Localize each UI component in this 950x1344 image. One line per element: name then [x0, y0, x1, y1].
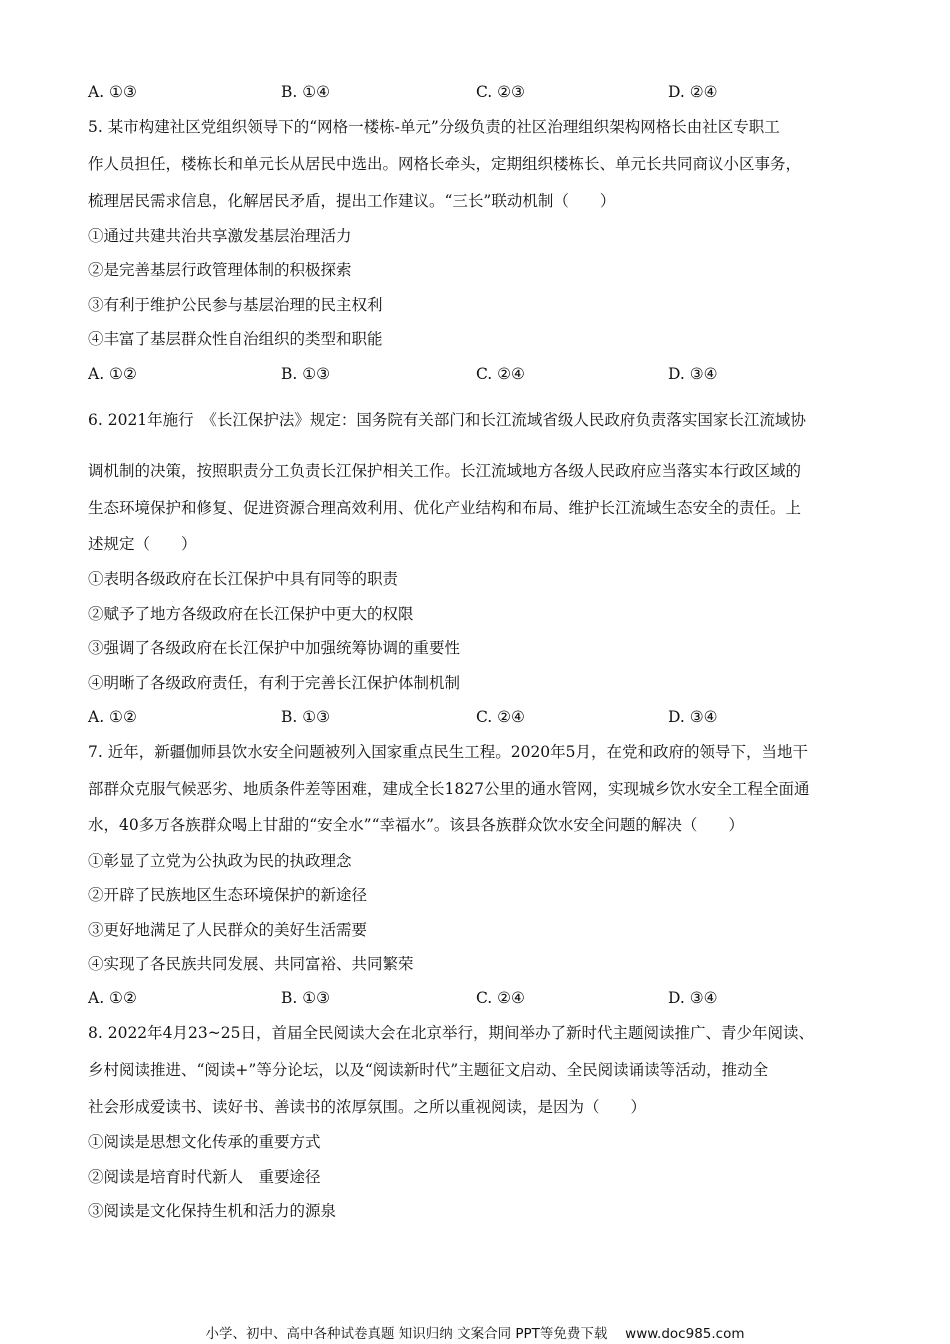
- q5-stem-line-2: 作人员担任，楼栋长和单元长从居民中选出。网格长牵头，定期组织楼栋长、单元长共同商议小区事务，: [88, 155, 802, 173]
- q8-item-2: ②阅读是培育时代新人 重要途径: [88, 1168, 321, 1186]
- q6-stem-line-4: 述规定（ ）: [88, 535, 197, 553]
- q5-item-4: ④丰富了基层群众性自治组织的类型和职能: [88, 330, 383, 348]
- q5-option-c: C. ②④: [476, 365, 525, 383]
- q5-option-a: A. ①②: [88, 365, 137, 383]
- q4-options: [88, 82, 888, 102]
- q5-item-1: ①通过共建共治共享激发基层治理活力: [88, 227, 352, 245]
- q5-item-2: ②是完善基层行政管理体制的积极探索: [88, 261, 352, 279]
- q5-option-b: B. ①③: [281, 365, 331, 383]
- q5-stem-line-3: 梳理居民需求信息，化解居民矛盾，提出工作建议。“三长”联动机制（ ）: [88, 192, 616, 210]
- q6-option-a: A. ①②: [88, 708, 137, 726]
- q4-option-b: B. ①④: [281, 83, 331, 101]
- q6-stem-line-2: 调机制的决策，按照职责分工负责长江保护相关工作。长江流域地方各级人民政府应当落实本行政区域的: [88, 462, 802, 480]
- q6-item-3: ③强调了各级政府在长江保护中加强统筹协调的重要性: [88, 639, 461, 657]
- q6-options: [88, 707, 888, 727]
- q6-item-4: ④明晰了各级政府责任，有利于完善长江保护体制机制: [88, 674, 461, 692]
- q7-stem-line-2: 部群众克服气候恶劣、地质条件差等困难，建成全长1827公里的通水管网，实现城乡饮水安全工程全面通: [88, 780, 810, 798]
- q6-stem-line-3: 生态环境保护和修复、促进资源合理高效利用、优化产业结构和布局、维护长江流域生态安全的责任。上: [88, 499, 802, 517]
- q5-option-d: D. ③④: [668, 365, 718, 383]
- q5-item-3: ③有利于维护公民参与基层治理的民主权利: [88, 296, 383, 314]
- q7-stem-line-3: 水，40多万各族群众喝上甘甜的“安全水”“幸福水”。该县各族群众饮水安全问题的解决（ ）: [88, 816, 744, 834]
- q6-stem-line-1: 6. 2021年施行 《长江保护法》规定：国务院有关部门和长江流域省级人民政府负责落实国家长江流域协: [88, 411, 806, 429]
- q7-item-4: ④实现了各民族共同发展、共同富裕、共同繁荣: [88, 955, 414, 973]
- q8-item-1: ①阅读是思想文化传承的重要方式: [88, 1133, 321, 1151]
- q7-item-3: ③更好地满足了人民群众的美好生活需要: [88, 921, 368, 939]
- q7-options: [88, 988, 888, 1008]
- q4-option-c: C. ②③: [476, 83, 525, 101]
- q6-option-b: B. ①③: [281, 708, 331, 726]
- q7-item-2: ②开辟了民族地区生态环境保护的新途径: [88, 886, 368, 904]
- q4-option-a: A. ①③: [88, 83, 137, 101]
- q8-stem-line-1: 8. 2022年4月23~25日，首届全民阅读大会在北京举行，期间举办了新时代主题阅读推广、青少年阅读、: [88, 1024, 814, 1042]
- q5-stem-line-1: 5. 某市构建社区党组织领导下的“网格一楼栋-单元”分级负责的社区治理组织架构网格长由社区专职工: [88, 118, 780, 136]
- q6-option-d: D. ③④: [668, 708, 718, 726]
- q6-option-c: C. ②④: [476, 708, 525, 726]
- q7-stem-line-1: 7. 近年，新疆伽师县饮水安全问题被列入国家重点民生工程。2020年5月，在党和政府的领导下，当地干: [88, 743, 809, 761]
- q7-option-a: A. ①②: [88, 989, 137, 1007]
- q6-item-2: ②赋予了地方各级政府在长江保护中更大的权限: [88, 605, 414, 623]
- q7-item-1: ①彰显了立党为公执政为民的执政理念: [88, 852, 352, 870]
- q8-stem-line-2: 乡村阅读推进、“阅读+”等分论坛，以及“阅读新时代”主题征文启动、全民阅读诵读等活动，推动全: [88, 1061, 769, 1079]
- q8-stem-line-3: 社会形成爱读书、读好书、善读书的浓厚氛围。之所以重视阅读，是因为（ ）: [88, 1098, 647, 1116]
- q7-option-c: C. ②④: [476, 989, 525, 1007]
- q7-option-b: B. ①③: [281, 989, 331, 1007]
- q7-option-d: D. ③④: [668, 989, 718, 1007]
- page-footer: 小学、初中、高中各种试卷真题 知识归纳 文案合同 PPT等免费下载 www.doc985.com: [205, 1326, 745, 1342]
- q4-option-d: D. ②④: [668, 83, 718, 101]
- q5-options: [88, 364, 888, 384]
- q8-item-3: ③阅读是文化保持生机和活力的源泉: [88, 1202, 337, 1220]
- q6-item-1: ①表明各级政府在长江保护中具有同等的职责: [88, 570, 399, 588]
